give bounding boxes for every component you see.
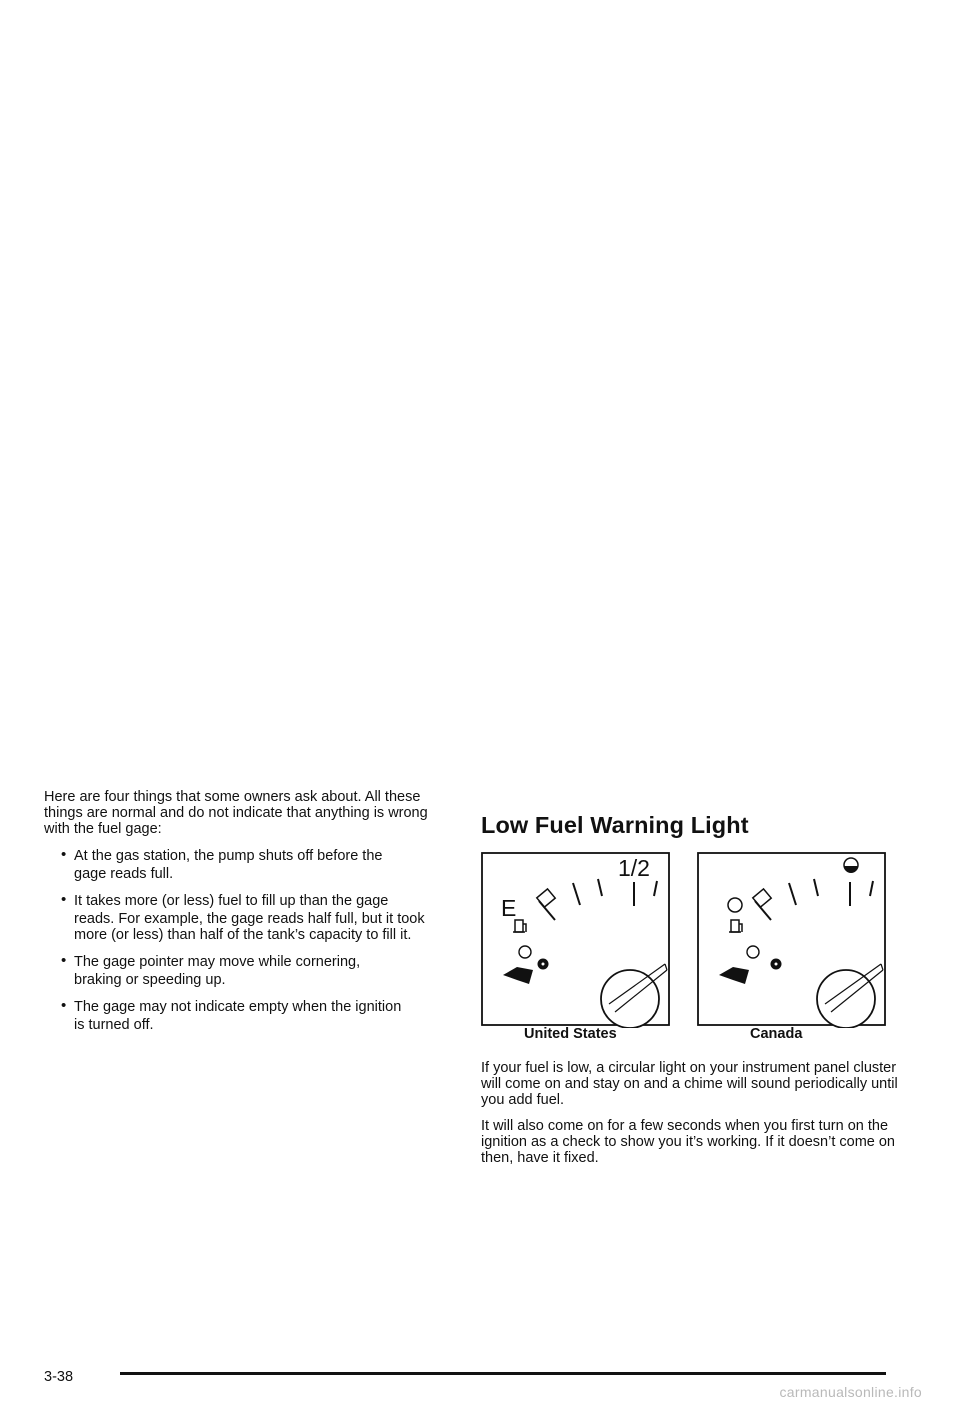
bullet-item-1 (44, 847, 444, 882)
bullet-item-4 (44, 998, 444, 1033)
bullet-2-first-line: • It takes more (or less) fuel to fill up than the gage (74, 893, 389, 909)
us-half-label: 1/2 (618, 855, 650, 881)
left-column (44, 789, 444, 1043)
bullet-1-first-line: • At the gas station, the pump shuts off before the (74, 848, 383, 864)
watermark: carmanualsonline.info (779, 1384, 922, 1400)
bullet-4-first-line: • The gage may not indicate empty when the ignition (74, 999, 402, 1015)
bullet-item-3 (44, 953, 444, 988)
page-number: 3-38 (44, 1369, 74, 1385)
bullet-2-rest: reads. For example, the gage reads half full, but it took more (or less) than half of the tank’s capacity to fill it. (74, 911, 425, 943)
right-body-text (481, 1060, 901, 1176)
paragraph-ignition-check: It will also come on for a few seconds when you first turn on the ignition as a check to show you it’s working. If it doesn’t come on then, have it fixed. (481, 1118, 896, 1166)
bullet-3-rest: braking or speeding up. (74, 972, 226, 988)
bullet-1-rest: gage reads full. (74, 866, 174, 882)
us-gauge-panel (482, 853, 669, 1028)
caption-united-states: United States (524, 1026, 617, 1042)
bullet-list (44, 847, 444, 1033)
bullet-4-rest: is turned off. (74, 1017, 154, 1033)
paragraph-low-fuel: If your fuel is low, a circular light on your instrument panel cluster will come on and stay on and a chime will sound periodically until you add fuel. (481, 1060, 898, 1108)
bullet-item-2 (44, 892, 444, 943)
caption-canada: Canada (750, 1026, 803, 1042)
bullet-3-first-line: • The gage pointer may move while cornering, (74, 954, 361, 970)
section-heading: Low Fuel Warning Light (481, 812, 749, 838)
fuel-gauge-figure (481, 852, 886, 1028)
intro-paragraph: Here are four things that some owners ask about. All these things are normal and do not indicate that anything is wrong with the fuel gage: (44, 789, 428, 837)
footer-rule (120, 1372, 886, 1375)
us-empty-label: E (501, 895, 517, 921)
canada-gauge-panel (698, 853, 885, 1028)
